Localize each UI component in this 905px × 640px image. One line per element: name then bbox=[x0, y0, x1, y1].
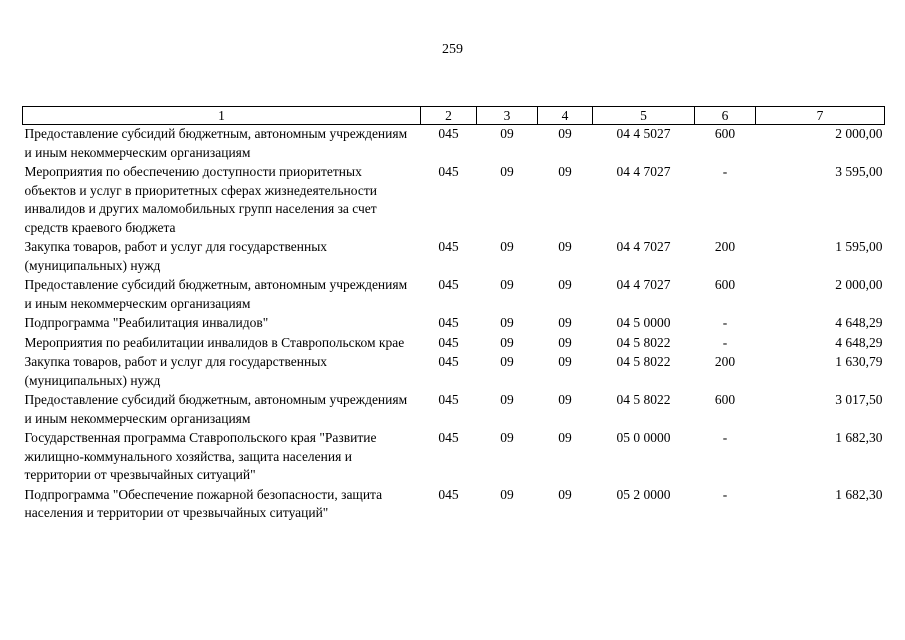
subsection-code: 09 bbox=[558, 239, 572, 254]
table-row bbox=[23, 429, 885, 486]
row-name: Мероприятия по реабилитации инвалидов в Ставропольском крае bbox=[24, 334, 405, 350]
amount: 1 682,30 bbox=[835, 486, 883, 502]
subsection-code: 09 bbox=[558, 392, 572, 407]
expense-type-code: 200 bbox=[714, 239, 736, 254]
section-code: 09 bbox=[500, 164, 514, 179]
section-code: 09 bbox=[500, 277, 514, 292]
expense-type-code: - bbox=[722, 164, 728, 179]
target-article-code: 04 5 0000 bbox=[616, 315, 671, 330]
amount: 3 595,00 bbox=[835, 164, 883, 179]
column-header: 4 bbox=[538, 107, 593, 125]
ministry-code: 045 bbox=[438, 430, 459, 445]
table-row bbox=[23, 276, 885, 314]
amount: 1 595,00 bbox=[835, 239, 883, 254]
subsection-code: 09 bbox=[558, 315, 572, 330]
column-header: 7 bbox=[756, 107, 885, 125]
column-header: 2 bbox=[421, 107, 477, 125]
subsection-code: 09 bbox=[558, 164, 572, 179]
row-name: Предоставление субсидий бюджетным, автономным учреждениям и иным некоммерческим организациям bbox=[24, 126, 408, 160]
column-header: 1 bbox=[23, 107, 421, 125]
table-row bbox=[23, 163, 885, 238]
subsection-code: 09 bbox=[558, 486, 572, 502]
ministry-code: 045 bbox=[438, 315, 459, 330]
expense-type-code: - bbox=[722, 315, 728, 330]
amount: 1 630,79 bbox=[835, 354, 883, 369]
section-code: 09 bbox=[500, 486, 514, 502]
table-row bbox=[23, 334, 885, 354]
column-number-header-row bbox=[23, 107, 885, 125]
row-name: Мероприятия по обеспечению доступности приоритетных объектов и услуг в приоритетных сферах жизнедеятельности инвалидов и других маломобильных групп населения за счет средств краевого бюджета bbox=[24, 164, 377, 235]
ministry-code: 045 bbox=[438, 354, 459, 369]
expense-type-code: 200 bbox=[714, 354, 736, 369]
row-name: Предоставление субсидий бюджетным, автономным учреждениям и иным некоммерческим организациям bbox=[24, 277, 408, 311]
expense-type-code: 600 bbox=[714, 392, 736, 407]
target-article-code: 04 4 7027 bbox=[616, 277, 671, 292]
page-number: 259 bbox=[442, 42, 463, 57]
expense-type-code: 600 bbox=[714, 126, 736, 141]
subsection-code: 09 bbox=[558, 277, 572, 292]
ministry-code: 045 bbox=[438, 126, 459, 141]
expense-type-code: - bbox=[722, 334, 728, 350]
target-article-code: 04 4 5027 bbox=[616, 126, 671, 141]
ministry-code: 045 bbox=[438, 164, 459, 179]
table-row bbox=[23, 125, 885, 164]
table-row bbox=[23, 314, 885, 334]
ministry-code: 045 bbox=[438, 334, 459, 350]
subsection-code: 09 bbox=[558, 430, 572, 445]
expense-type-code: - bbox=[722, 486, 728, 502]
amount: 4 648,29 bbox=[835, 315, 883, 330]
section-code: 09 bbox=[500, 334, 514, 350]
table-row bbox=[23, 391, 885, 429]
table-row bbox=[23, 486, 885, 524]
ministry-code: 045 bbox=[438, 486, 459, 502]
amount: 3 017,50 bbox=[835, 392, 883, 407]
column-header: 3 bbox=[477, 107, 538, 125]
ministry-code: 045 bbox=[438, 277, 459, 292]
amount: 4 648,29 bbox=[835, 334, 883, 350]
target-article-code: 04 5 8022 bbox=[616, 334, 671, 350]
target-article-code: 04 4 7027 bbox=[616, 239, 671, 254]
target-article-code: 05 0 0000 bbox=[616, 430, 671, 445]
row-name: Закупка товаров, работ и услуг для государственных (муниципальных) нужд bbox=[24, 239, 328, 273]
row-name: Подпрограмма "Обеспечение пожарной безопасности, защита населения и территории от чрезвычайных ситуаций" bbox=[24, 486, 383, 520]
expense-type-code: 600 bbox=[714, 277, 736, 292]
row-name: Государственная программа Ставропольского края "Развитие жилищно-коммунального хозяйства, защита населения и территории от чрезвычайных ситуаций" bbox=[24, 430, 377, 482]
section-code: 09 bbox=[500, 392, 514, 407]
amount: 2 000,00 bbox=[835, 277, 883, 292]
row-name: Подпрограмма "Реабилитация инвалидов" bbox=[24, 315, 269, 330]
expense-type-code: - bbox=[722, 430, 728, 445]
subsection-code: 09 bbox=[558, 334, 572, 350]
amount: 2 000,00 bbox=[835, 126, 883, 141]
section-code: 09 bbox=[500, 239, 514, 254]
section-code: 09 bbox=[500, 430, 514, 445]
column-header: 6 bbox=[695, 107, 756, 125]
table-row bbox=[23, 238, 885, 276]
row-name: Предоставление субсидий бюджетным, автономным учреждениям и иным некоммерческим организациям bbox=[24, 392, 408, 426]
target-article-code: 05 2 0000 bbox=[616, 486, 671, 502]
target-article-code: 04 5 8022 bbox=[616, 392, 671, 407]
subsection-code: 09 bbox=[558, 354, 572, 369]
ministry-code: 045 bbox=[438, 392, 459, 407]
row-name: Закупка товаров, работ и услуг для государственных (муниципальных) нужд bbox=[24, 354, 328, 388]
table-row bbox=[23, 353, 885, 391]
target-article-code: 04 4 7027 bbox=[616, 164, 671, 179]
section-code: 09 bbox=[500, 315, 514, 330]
column-header: 5 bbox=[593, 107, 695, 125]
budget-table bbox=[22, 106, 885, 524]
section-code: 09 bbox=[500, 354, 514, 369]
target-article-code: 04 5 8022 bbox=[616, 354, 671, 369]
section-code: 09 bbox=[500, 126, 514, 141]
amount: 1 682,30 bbox=[835, 430, 883, 445]
ministry-code: 045 bbox=[438, 239, 459, 254]
subsection-code: 09 bbox=[558, 126, 572, 141]
